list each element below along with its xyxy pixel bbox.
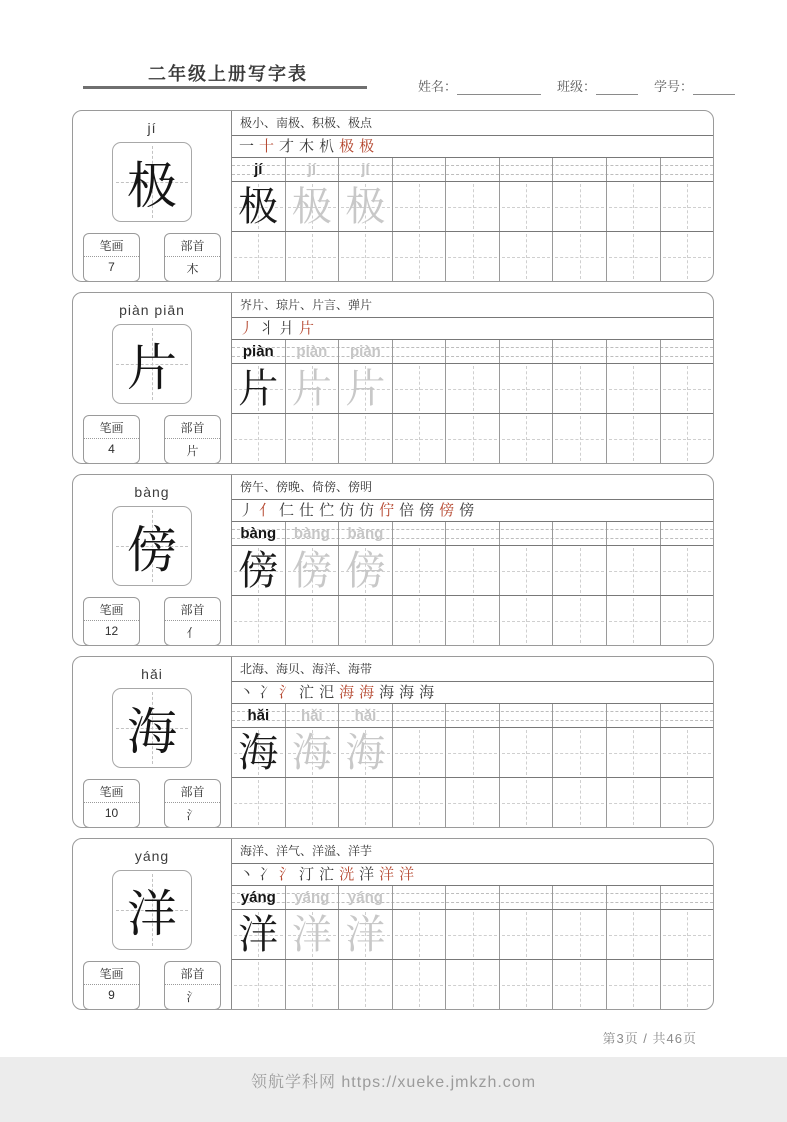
practice-cell [552, 546, 606, 595]
practice-cell [552, 910, 606, 959]
character-card [72, 292, 714, 464]
card-left-panel [73, 111, 232, 281]
stroke-order-row [232, 318, 713, 340]
pinyin-label: hǎi [141, 666, 163, 682]
character-practice-row-empty [232, 960, 713, 1009]
radical-box [164, 779, 221, 828]
radical-label: 部首 [165, 962, 220, 985]
practice-cell [445, 182, 499, 231]
stroke-step: 伫 [319, 501, 335, 519]
empty-practice-cell [232, 596, 285, 645]
practice-cell [606, 546, 660, 595]
practice-cell [499, 182, 553, 231]
empty-practice-cell [338, 596, 392, 645]
pinyin-cell [392, 340, 446, 363]
practice-character: 海 [345, 729, 386, 776]
stroke-step: 海 [419, 683, 435, 701]
stroke-step: 洸 [339, 865, 355, 883]
practice-character: 海 [238, 729, 279, 776]
meta-boxes [73, 961, 231, 1010]
empty-practice-cell [445, 960, 499, 1009]
empty-practice-cell [606, 596, 660, 645]
stroke-step: 汒 [319, 865, 335, 883]
empty-practice-cell [232, 960, 285, 1009]
empty-practice-cell [552, 596, 606, 645]
practice-cell [338, 728, 392, 777]
radical-value: 氵 [186, 990, 199, 1004]
stroke-step: 汜 [319, 683, 335, 701]
stroke-step: 傍 [419, 501, 435, 519]
stroke-count-value: 12 [104, 624, 119, 638]
pinyin-label: piàn piān [119, 302, 185, 318]
radical-box [164, 597, 221, 646]
empty-practice-cell [499, 778, 553, 827]
stroke-step: 汀 [299, 865, 315, 883]
character-practice-row [232, 182, 713, 232]
empty-practice-cell [606, 232, 660, 281]
practice-character: 片 [291, 365, 332, 412]
pinyin-cell [606, 886, 660, 909]
practice-cell [232, 182, 285, 231]
pinyin-cell [606, 340, 660, 363]
empty-practice-cell [445, 778, 499, 827]
pinyin-cell [392, 704, 446, 727]
stroke-step: 海 [339, 683, 355, 701]
practice-cell [606, 910, 660, 959]
stroke-order-row [232, 864, 713, 886]
pinyin-cell [392, 522, 446, 545]
pinyin-cell: jí [285, 158, 339, 181]
stroke-step: 仿 [339, 501, 355, 519]
radical-value: 木 [186, 262, 199, 276]
character-practice-row-empty [232, 414, 713, 463]
pinyin-cell [660, 522, 714, 545]
title-underline [83, 86, 367, 89]
stroke-step: 洋 [379, 865, 395, 883]
stroke-count-label: 笔画 [84, 234, 139, 257]
practice-cell [338, 364, 392, 413]
empty-practice-cell [499, 414, 553, 463]
name-blank-line [457, 81, 541, 95]
empty-practice-cell [392, 778, 446, 827]
empty-practice-cell [445, 414, 499, 463]
empty-practice-cell [499, 232, 553, 281]
pinyin-cell [445, 704, 499, 727]
stroke-step: 仕 [299, 501, 315, 519]
practice-cell [285, 910, 339, 959]
character-card [72, 474, 714, 646]
empty-practice-cell [392, 960, 446, 1009]
practice-area [232, 293, 713, 463]
practice-cell [499, 364, 553, 413]
stroke-step: 极 [339, 137, 355, 155]
pinyin-cell: piàn [285, 340, 339, 363]
card-left-panel [73, 839, 232, 1009]
card-left-panel [73, 293, 232, 463]
practice-cell [232, 364, 285, 413]
pinyin-cell [445, 886, 499, 909]
pinyin-practice-row [232, 704, 713, 728]
stroke-step: 朳 [319, 137, 335, 155]
practice-cell [338, 546, 392, 595]
empty-practice-cell [552, 960, 606, 1009]
pinyin-cell [660, 158, 714, 181]
empty-practice-cell [338, 414, 392, 463]
main-character: 洋 [127, 885, 177, 943]
practice-cell [499, 546, 553, 595]
stroke-step: 丿 [239, 319, 255, 337]
pinyin-cell [499, 340, 553, 363]
stroke-step: 洋 [359, 865, 375, 883]
practice-cell [660, 546, 714, 595]
card-left-panel [73, 475, 232, 645]
practice-character: 傍 [345, 547, 386, 594]
practice-area [232, 111, 713, 281]
main-character: 傍 [127, 521, 177, 579]
pinyin-cell [606, 158, 660, 181]
empty-practice-cell [552, 778, 606, 827]
stroke-step: 丶 [239, 683, 255, 701]
radical-value: 氵 [186, 808, 199, 822]
practice-cell [660, 182, 714, 231]
character-box [112, 324, 192, 404]
character-card [72, 110, 714, 282]
practice-cell [552, 364, 606, 413]
practice-cell [392, 182, 446, 231]
practice-cell [445, 364, 499, 413]
class-label: 班级： [557, 79, 597, 94]
practice-character: 极 [291, 183, 332, 230]
stroke-step: 傍 [439, 501, 455, 519]
pinyin-cell: bàng [285, 522, 339, 545]
character-practice-row [232, 364, 713, 414]
practice-cell [660, 728, 714, 777]
character-practice-row-empty [232, 232, 713, 281]
practice-cell [499, 910, 553, 959]
stroke-count-box [83, 415, 140, 464]
empty-practice-cell [660, 960, 714, 1009]
example-words: 海洋、洋气、洋溢、洋芋 [232, 839, 713, 864]
empty-practice-cell [392, 596, 446, 645]
page-title: 二年级上册写字表 [148, 64, 308, 84]
stroke-count-box [83, 597, 140, 646]
practice-cell [392, 910, 446, 959]
pinyin-cell [606, 522, 660, 545]
radical-value: 片 [186, 444, 199, 458]
practice-cell [660, 910, 714, 959]
stroke-count-value: 7 [108, 260, 115, 274]
stroke-step: 佇 [379, 501, 395, 519]
radical-box [164, 233, 221, 282]
practice-cell [552, 182, 606, 231]
stroke-step: 丶 [239, 865, 255, 883]
pinyin-cell [499, 704, 553, 727]
radical-box [164, 961, 221, 1010]
empty-practice-cell [338, 778, 392, 827]
practice-cell [232, 546, 285, 595]
practice-cell [606, 182, 660, 231]
practice-cell [338, 910, 392, 959]
stroke-step: 片 [299, 319, 315, 337]
stroke-step: 爿 [279, 319, 295, 337]
pinyin-cell [660, 340, 714, 363]
main-character: 片 [127, 339, 177, 397]
empty-practice-cell [660, 232, 714, 281]
student-id-label: 学号： [654, 79, 694, 94]
pinyin-cell: yáng [240, 889, 276, 906]
practice-cell [499, 728, 553, 777]
radical-label: 部首 [165, 234, 220, 257]
empty-practice-cell [392, 232, 446, 281]
class-blank-line [596, 81, 638, 95]
pinyin-cell [499, 886, 553, 909]
meta-boxes [73, 415, 231, 464]
radical-value: 亻 [186, 626, 199, 640]
practice-character: 洋 [238, 911, 279, 958]
radical-label: 部首 [165, 598, 220, 621]
pinyin-label: bàng [134, 484, 170, 500]
stroke-count-label: 笔画 [84, 416, 139, 439]
example-words: 极小、南极、积极、极点 [232, 111, 713, 136]
empty-practice-cell [232, 414, 285, 463]
empty-practice-cell [285, 960, 339, 1009]
stroke-order-row [232, 500, 713, 522]
pinyin-cell: yáng [338, 886, 392, 909]
stroke-step: 汒 [299, 683, 315, 701]
radical-label: 部首 [165, 780, 220, 803]
empty-practice-cell [232, 232, 285, 281]
practice-character: 洋 [291, 911, 332, 958]
pinyin-cell [445, 158, 499, 181]
empty-practice-cell [606, 414, 660, 463]
character-card [72, 838, 714, 1010]
practice-cell [445, 546, 499, 595]
stroke-step: 海 [379, 683, 395, 701]
practice-character: 海 [291, 729, 332, 776]
pinyin-cell [660, 704, 714, 727]
stroke-step: 仿 [359, 501, 375, 519]
stroke-count-value: 4 [108, 442, 115, 456]
pinyin-cell [660, 886, 714, 909]
stroke-step: 十 [259, 137, 275, 155]
meta-boxes [73, 233, 231, 282]
empty-practice-cell [338, 232, 392, 281]
stroke-count-label: 笔画 [84, 962, 139, 985]
pinyin-cell [392, 886, 446, 909]
page-number: 第3页 / 共46页 [602, 1031, 697, 1046]
practice-cell [445, 910, 499, 959]
empty-practice-cell [285, 596, 339, 645]
character-practice-row-empty [232, 778, 713, 827]
stroke-step: 冫 [259, 683, 275, 701]
character-practice-row-empty [232, 596, 713, 645]
stroke-step: 丬 [259, 319, 275, 337]
stroke-count-value: 9 [108, 988, 115, 1002]
header-fields [418, 76, 735, 95]
practice-cell [606, 364, 660, 413]
example-words: 北海、海贝、海洋、海带 [232, 657, 713, 682]
example-words: 傍午、傍晚、倚傍、傍明 [232, 475, 713, 500]
stroke-step: 木 [299, 137, 315, 155]
pinyin-cell [445, 522, 499, 545]
empty-practice-cell [606, 960, 660, 1009]
practice-area [232, 839, 713, 1009]
stroke-order-row [232, 136, 713, 158]
stroke-step: 亻 [259, 501, 275, 519]
stroke-step: 极 [359, 137, 375, 155]
pinyin-cell: jí [338, 158, 392, 181]
meta-boxes [73, 779, 231, 828]
pinyin-cell: piàn [338, 340, 392, 363]
meta-boxes [73, 597, 231, 646]
practice-character: 极 [238, 183, 279, 230]
practice-cell [285, 364, 339, 413]
pinyin-label: jí [147, 120, 157, 136]
empty-practice-cell [285, 232, 339, 281]
pinyin-cell [499, 158, 553, 181]
practice-cell [232, 910, 285, 959]
stroke-step: 洋 [399, 865, 415, 883]
practice-area [232, 475, 713, 645]
empty-practice-cell [606, 778, 660, 827]
empty-practice-cell [392, 414, 446, 463]
practice-character: 洋 [345, 911, 386, 958]
empty-practice-cell [445, 232, 499, 281]
stroke-step: 仁 [279, 501, 295, 519]
card-left-panel [73, 657, 232, 827]
pinyin-cell [445, 340, 499, 363]
radical-label: 部首 [165, 416, 220, 439]
footer-bar [0, 1057, 787, 1122]
empty-practice-cell [232, 778, 285, 827]
practice-character: 片 [345, 365, 386, 412]
pinyin-cell [606, 704, 660, 727]
pinyin-cell: hǎi [285, 704, 339, 727]
stroke-step: 氵 [279, 865, 295, 883]
pinyin-cell: bàng [338, 522, 392, 545]
practice-cell [285, 182, 339, 231]
pinyin-practice-row [232, 340, 713, 364]
stroke-count-label: 笔画 [84, 598, 139, 621]
practice-area [232, 657, 713, 827]
pinyin-cell [552, 886, 606, 909]
student-id-blank-line [693, 81, 735, 95]
pinyin-cell: hǎi [338, 704, 392, 727]
practice-cell [445, 728, 499, 777]
stroke-count-label: 笔画 [84, 780, 139, 803]
character-practice-row [232, 728, 713, 778]
pinyin-practice-row [232, 522, 713, 546]
main-character: 海 [127, 703, 177, 761]
empty-practice-cell [660, 778, 714, 827]
pinyin-cell: piàn [242, 343, 274, 360]
radical-box [164, 415, 221, 464]
character-card [72, 656, 714, 828]
empty-practice-cell [660, 596, 714, 645]
stroke-step: 一 [239, 137, 255, 155]
footer-watermark: 领航学科网 https://xueke.jmkzh.com [250, 1074, 537, 1091]
practice-cell [392, 728, 446, 777]
pinyin-cell: hǎi [247, 707, 270, 724]
character-box [112, 688, 192, 768]
empty-practice-cell [445, 596, 499, 645]
empty-practice-cell [660, 414, 714, 463]
pinyin-cell [392, 158, 446, 181]
stroke-step: 冫 [259, 865, 275, 883]
character-practice-row [232, 546, 713, 596]
pinyin-cell [552, 704, 606, 727]
practice-cell [392, 546, 446, 595]
empty-practice-cell [499, 596, 553, 645]
empty-practice-cell [285, 414, 339, 463]
practice-character: 片 [238, 365, 279, 412]
character-practice-row [232, 910, 713, 960]
stroke-order-row [232, 682, 713, 704]
stroke-count-box [83, 961, 140, 1010]
stroke-step: 才 [279, 137, 295, 155]
empty-practice-cell [338, 960, 392, 1009]
practice-cell [552, 728, 606, 777]
stroke-step: 海 [399, 683, 415, 701]
stroke-step: 丿 [239, 501, 255, 519]
practice-cell [338, 182, 392, 231]
empty-practice-cell [552, 414, 606, 463]
practice-cell [392, 364, 446, 413]
pinyin-practice-row [232, 886, 713, 910]
practice-cell [285, 728, 339, 777]
stroke-step: 傍 [459, 501, 475, 519]
stroke-step: 海 [359, 683, 375, 701]
pinyin-practice-row [232, 158, 713, 182]
example-words: 岕片、琼片、片言、弹片 [232, 293, 713, 318]
empty-practice-cell [552, 232, 606, 281]
pinyin-cell [552, 340, 606, 363]
practice-character: 傍 [291, 547, 332, 594]
stroke-step: 氵 [279, 683, 295, 701]
stroke-step: 倍 [399, 501, 415, 519]
practice-character: 极 [345, 183, 386, 230]
character-box [112, 870, 192, 950]
character-box [112, 506, 192, 586]
practice-cell [606, 728, 660, 777]
practice-cell [232, 728, 285, 777]
stroke-count-box [83, 779, 140, 828]
stroke-count-box [83, 233, 140, 282]
character-box [112, 142, 192, 222]
empty-practice-cell [499, 960, 553, 1009]
pinyin-label: yáng [134, 848, 170, 864]
practice-character: 傍 [238, 547, 279, 594]
practice-cell [660, 364, 714, 413]
pinyin-cell: jí [254, 161, 263, 178]
empty-practice-cell [285, 778, 339, 827]
pinyin-cell: yáng [285, 886, 339, 909]
stroke-count-value: 10 [104, 806, 119, 820]
main-character: 极 [127, 157, 177, 215]
practice-cell [285, 546, 339, 595]
pinyin-cell [552, 522, 606, 545]
pinyin-cell [499, 522, 553, 545]
pinyin-cell: bàng [240, 525, 277, 542]
pinyin-cell [552, 158, 606, 181]
name-label: 姓名： [418, 79, 458, 94]
